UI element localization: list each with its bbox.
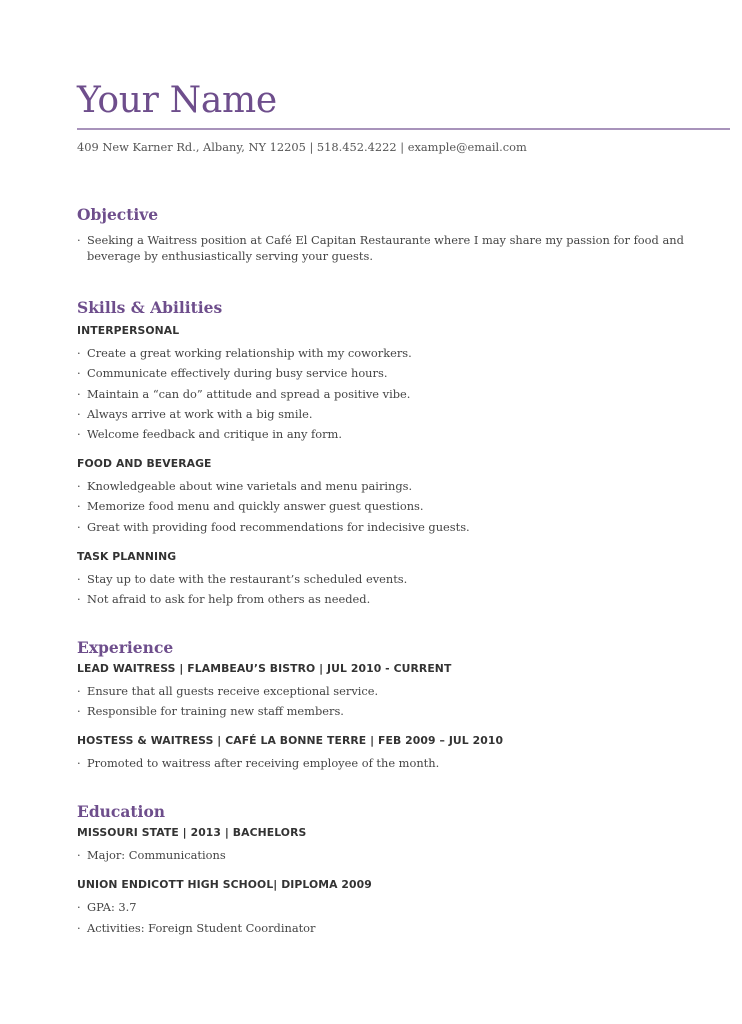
education-section — [77, 801, 730, 935]
list-item: · Stay up to date with the restaurant’s scheduled events. — [77, 571, 730, 587]
experience-title: Experience — [77, 638, 174, 658]
list-item: · Activities: Foreign Student Coordinator — [77, 920, 730, 936]
list-item: · Maintain a “can do” attitude and spread a positive vibe. — [77, 386, 730, 402]
school-list — [77, 899, 730, 935]
contact-line: 409 New Karner Rd., Albany, NY 12205 | 518.452.4222 | example@email.com — [77, 140, 527, 154]
skills-interpersonal-list — [77, 345, 730, 442]
list-item: · Communicate effectively during busy service hours. — [77, 365, 730, 381]
objective-title: Objective — [77, 205, 159, 224]
list-item: · Responsible for training new staff members. — [77, 703, 730, 719]
list-item: · Great with providing food recommendations for indecisive guests. — [77, 519, 730, 535]
skills-title: Skills & Abilities — [77, 298, 223, 317]
skills-group-heading: INTERPERSONAL — [77, 324, 180, 337]
header-divider — [77, 128, 730, 130]
resume-name: Your Name — [77, 80, 277, 121]
list-item: · Create a great working relationship with my coworkers. — [77, 345, 730, 361]
list-item: · Memorize food menu and quickly answer guest questions. — [77, 498, 730, 514]
objective-section — [77, 204, 730, 264]
list-item: · Promoted to waitress after receiving employee of the month. — [77, 755, 730, 771]
list-item: · Knowledgeable about wine varietals and menu pairings. — [77, 478, 730, 494]
experience-section — [77, 637, 730, 771]
school-heading: UNION ENDICOTT HIGH SCHOOL| DIPLOMA 2009 — [77, 878, 372, 892]
list-item: · Major: Communications — [77, 847, 730, 863]
job-list — [77, 683, 730, 719]
skills-group-heading: TASK PLANNING — [77, 549, 177, 563]
skills-section — [77, 297, 730, 607]
education-title: Education — [77, 802, 166, 822]
objective-list — [77, 232, 730, 264]
job-heading: HOSTESS & WAITRESS | CAFÉ LA BONNE TERRE | FEB 2009 – JUL 2010 — [77, 734, 504, 748]
list-item: · Welcome feedback and critique in any form. — [77, 426, 730, 442]
list-item: · Always arrive at work with a big smile. — [77, 406, 730, 422]
job-heading: LEAD WAITRESS | FLAMBEAU’S BISTRO | JUL 2010 - CURRENT — [77, 662, 452, 676]
list-item: · Ensure that all guests receive exceptional service. — [77, 683, 730, 699]
list-item: · Seeking a Waitress position at Café El Capitan Restaurante where I may share my passion for food and beverage by enthusiastically serving your guests. — [77, 232, 730, 264]
skills-group-heading: FOOD AND BEVERAGE — [77, 457, 212, 471]
school-heading: MISSOURI STATE | 2013 | BACHELORS — [77, 826, 307, 840]
skills-food-list — [77, 478, 730, 535]
list-item: · GPA: 3.7 — [77, 899, 730, 915]
job-list — [77, 755, 730, 771]
school-list — [77, 847, 730, 863]
skills-planning-list — [77, 571, 730, 607]
list-item: · Not afraid to ask for help from others as needed. — [77, 591, 730, 607]
